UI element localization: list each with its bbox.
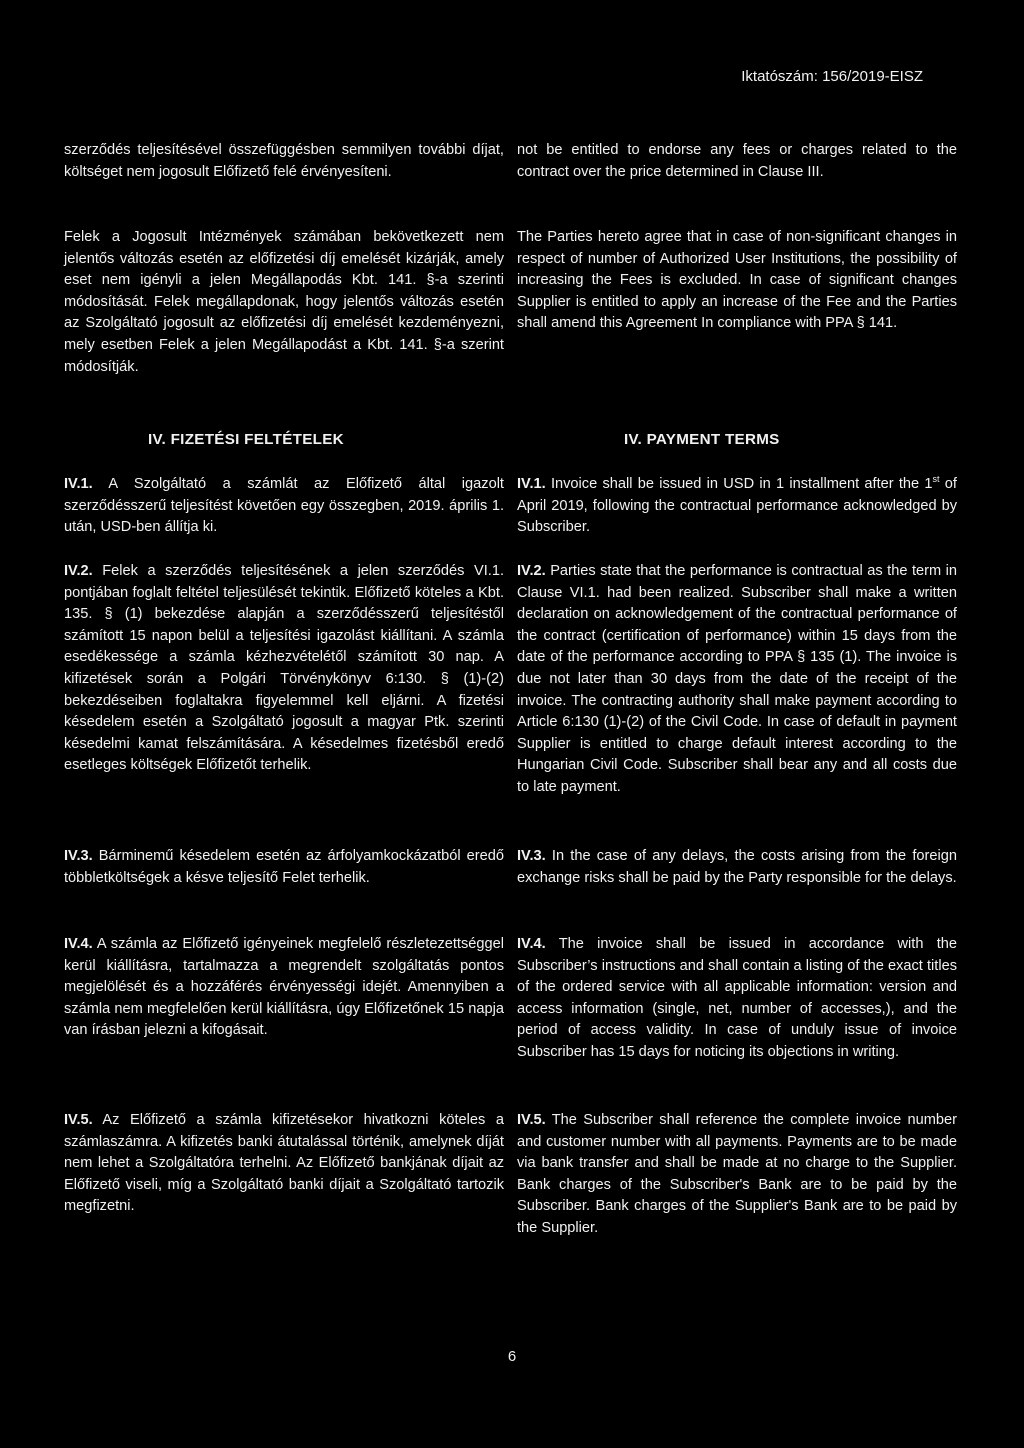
clause-number: IV.4. (517, 936, 546, 952)
clause-number: IV.2. (64, 563, 93, 579)
clause-text: Bárminemű késedelem esetén az árfolyamkockázatból eredő többletköltségek a késve teljesítő Felet terhelik. (64, 848, 504, 886)
ordinal-suffix: st (932, 474, 940, 485)
paragraph: Felek a Jogosult Intézmények számában bekövetkezett nem jelentős változás esetén az előfizetési díj emelését kizárják, amely eset nem igényli a jelen Megállapodás Kbt. 141. §-a szerinti módosítását. Felek megállapdonak, hogy jelentős változás esetén az Szolgáltató jogosult az előfizetési díj emelését kezdeményezni, mely esetben Felek a jelen Megállapodást a Kbt. 141. §-a szerint módosítják. (64, 229, 504, 375)
clause-number: IV.5. (517, 1112, 546, 1128)
paragraph: szerződés teljesítésével összefüggésben semmilyen további díjat, költséget nem jogosult Előfizető felé érvényesíteni. (64, 142, 504, 180)
clause-number: IV.5. (64, 1112, 93, 1128)
clause-text: Invoice shall be issued in USD in 1 installment after the 1 (545, 476, 933, 492)
document-reference: Iktatószám: 156/2019-EISZ (741, 68, 923, 85)
clause-number: IV.1. (64, 476, 93, 492)
right-clause-iv-2 (517, 561, 957, 799)
clause-text-cont: of April 2019, following the contractual performance acknowledged by Subscriber. (517, 476, 957, 536)
right-clause-iv-3 (517, 846, 957, 889)
left-intro-2 (64, 227, 504, 378)
left-intro-1 (64, 140, 504, 183)
clause-text: The Subscriber shall reference the complete invoice number and customer number with all payments. Payments are to be made via bank transfer and shall be made at no charge to the Supplier. Bank charges of the Subscriber's Bank are to be paid by the Subscriber. Bank charges of the Supplier's Bank are to be paid by the Supplier. (517, 1112, 957, 1236)
paragraph: not be entitled to endorse any fees or charges related to the contract over the price determined in Clause III. (517, 142, 957, 180)
paragraph: The Parties hereto agree that in case of non-significant changes in respect of number of Authorized User Institutions, the possibility of increasing the Fees is excluded. In case of significant changes Supplier is entitled to apply an increase of the Fee and the Parties shall amend this Agreement In compliance with PPA § 141. (517, 229, 957, 332)
right-intro-1 (517, 140, 957, 183)
clause-text: Az Előfizető a számla kifizetésekor hivatkozni köteles a számlaszámra. A kifizetés banki átutalással történik, amelynek díját nem lehet a Szolgáltatóra terhelni. Az Előfizető bankjának díjait az Előfizető viseli, míg a Szolgáltató banki díjait a Szolgáltató tartozik megfizetni. (64, 1112, 504, 1215)
page-number: 6 (507, 1348, 517, 1365)
left-clause-iv-1 (64, 474, 504, 539)
clause-text: In the case of any delays, the costs arising from the foreign exchange risks shall be paid by the Party responsible for the delays. (517, 848, 957, 886)
left-clause-iv-4 (64, 934, 504, 1042)
clause-number: IV.1. (517, 476, 546, 492)
right-clause-iv-5 (517, 1110, 957, 1240)
clause-text: A Szolgáltató a számlát az Előfizető által igazolt szerződésszerű teljesítést követően egy összegben, 2019. április 1. után, USD-ben állítja ki. (64, 476, 504, 536)
right-clause-iv-4 (517, 934, 957, 1064)
left-clause-iv-3 (64, 846, 504, 889)
clause-text: A számla az Előfizető igényeinek megfelelő részletezettséggel kerül kiállításra, tartalmazza a megrendelt szolgáltatás pontos megjelölését és a hozzáférés érvényességi idejét. Amennyiben a számla nem megfelelően kerül kiállításra, úgy Előfizetőnek 15 napja van írásban jelezni a kifogásait. (64, 936, 504, 1039)
clause-number: IV.4. (64, 936, 93, 952)
right-clause-iv-1 (517, 474, 957, 539)
clause-text: The invoice shall be issued in accordance with the Subscriber’s instructions and shall contain a listing of the exact titles of the ordered service with all applicable information: version and access information (single, net, number of accesses,), and the period of access validity. In case of unduly issue of invoice Subscriber has 15 days for noticing its objections in writing. (517, 936, 957, 1060)
left-clause-iv-2 (64, 561, 504, 777)
clause-text: Felek a szerződés teljesítésének a jelen szerződés VI.1. pontjában foglalt feltétel teljesülését tekintik. Előfizető köteles a Kbt. 135. § (1) bekezdése alapján a szerződésszerű teljesítéstől számított 15 napon belül a teljesítési igazolást kiállítani. A számla esedékessége a számla kézhezvételétől számított 30 nap. A kifizetések során a Polgári Törvénykönyv 6:130. § (1)-(2) bekezdéseiben foglaltakra figyelemmel kell eljárni. A fizetési késedelem esetén a Szolgáltató jogosult a magyar Ptk. szerinti késedelmi kamat felszámítására. A késedelmes fizetésből eredő esetleges költségek Előfizetőt terhelik. (64, 563, 504, 774)
right-section-heading: IV. PAYMENT TERMS (624, 431, 780, 448)
clause-text: Parties state that the performance is contractual as the term in Clause VI.1. had been realized. Subscriber shall make a written declaration on acknowledgement of the contractual performance of the contract (certification of performance) within 15 days from the date of the performance according to PPA § 135 (1). The invoice is due not later than 30 days from the date of the receipt of the invoice. The contracting authority shall make payment according to Article 6:130 (1)-(2) of the Civil Code. In case of default in payment Supplier is entitled to charge default interest according to the Hungarian Civil Code. Subscriber shall bear any and all costs due to late payment. (517, 563, 957, 795)
clause-number: IV.3. (64, 848, 93, 864)
right-intro-2 (517, 227, 957, 335)
left-clause-iv-5 (64, 1110, 504, 1218)
clause-number: IV.3. (517, 848, 546, 864)
left-section-heading: IV. FIZETÉSI FELTÉTELEK (148, 431, 344, 448)
clause-number: IV.2. (517, 563, 546, 579)
